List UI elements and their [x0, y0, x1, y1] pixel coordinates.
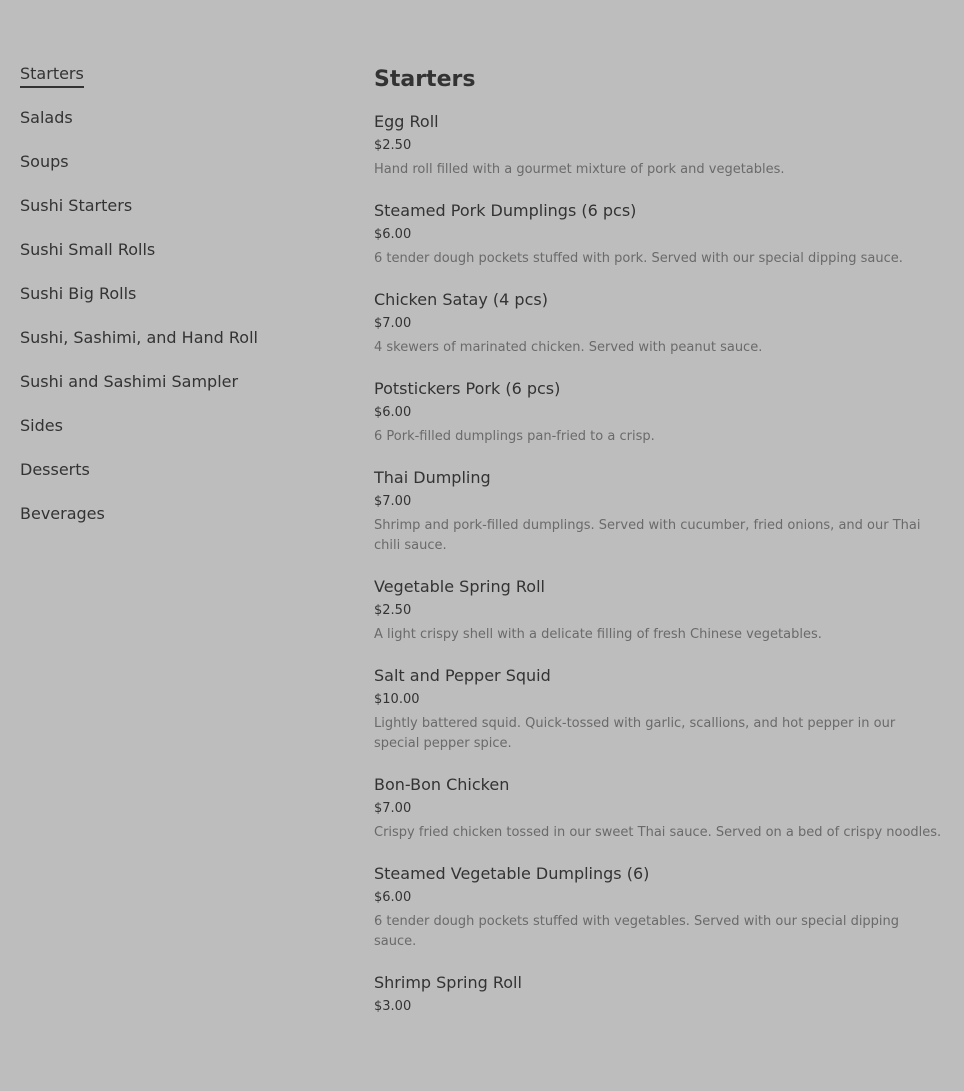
item-price: $6.00: [374, 227, 412, 242]
sidebar-item-label: Sushi Starters: [20, 196, 133, 215]
menu-section: [374, 62, 944, 1038]
sidebar-item-label: Sushi and Sashimi Sampler: [20, 372, 239, 391]
sidebar-item-sushi-sashimi-sampler[interactable]: [20, 368, 340, 412]
menu-item[interactable]: [374, 377, 944, 447]
sidebar-item-label: Sides: [20, 416, 63, 435]
menu-item[interactable]: [374, 199, 944, 269]
sidebar-item-label: Starters: [20, 62, 84, 88]
sidebar-item-sushi-big-rolls[interactable]: [20, 280, 340, 324]
sidebar-item-sushi-sashimi-hand-roll[interactable]: [20, 324, 340, 368]
sidebar-item-desserts[interactable]: [20, 456, 340, 500]
sidebar-item-label: Sushi, Sashimi, and Hand Roll: [20, 328, 258, 347]
sidebar-item-sides[interactable]: [20, 412, 340, 456]
item-description: Shrimp and pork-filled dumplings. Served with cucumber, fried onions, and our Thai chili sauce.: [374, 518, 921, 553]
item-name: Thai Dumpling: [374, 468, 491, 487]
sidebar-item-label: Beverages: [20, 504, 105, 523]
item-price: $7.00: [374, 494, 412, 509]
item-name: Egg Roll: [374, 112, 439, 131]
category-sidebar: [20, 60, 340, 544]
sidebar-item-beverages[interactable]: [20, 500, 340, 544]
item-description: A light crispy shell with a delicate filling of fresh Chinese vegetables.: [374, 627, 822, 642]
sidebar-item-sushi-starters[interactable]: [20, 192, 340, 236]
item-price: $2.50: [374, 603, 412, 618]
sidebar-item-label: Sushi Small Rolls: [20, 240, 156, 259]
menu-item[interactable]: [374, 862, 944, 952]
sidebar-item-label: Soups: [20, 152, 69, 171]
sidebar-item-label: Sushi Big Rolls: [20, 284, 137, 303]
item-description: Lightly battered squid. Quick-tossed with garlic, scallions, and hot pepper in our special pepper spice.: [374, 716, 896, 751]
menu-item[interactable]: [374, 288, 944, 358]
sidebar-item-soups[interactable]: [20, 148, 340, 192]
item-name: Salt and Pepper Squid: [374, 666, 551, 685]
item-description: 4 skewers of marinated chicken. Served with peanut sauce.: [374, 340, 763, 355]
item-description: 6 Pork-filled dumplings pan-fried to a crisp.: [374, 429, 655, 444]
item-name: Chicken Satay (4 pcs): [374, 290, 548, 309]
sidebar-item-sushi-small-rolls[interactable]: [20, 236, 340, 280]
item-price: $7.00: [374, 316, 412, 331]
item-name: Potstickers Pork (6 pcs): [374, 379, 561, 398]
item-name: Steamed Pork Dumplings (6 pcs): [374, 201, 637, 220]
sidebar-item-label: Salads: [20, 108, 73, 127]
item-description: Crispy fried chicken tossed in our sweet Thai sauce. Served on a bed of crispy noodles.: [374, 825, 942, 840]
menu-item[interactable]: [374, 575, 944, 645]
section-title: Starters: [374, 67, 476, 92]
menu-item[interactable]: [374, 466, 944, 556]
item-name: Steamed Vegetable Dumplings (6): [374, 864, 650, 883]
item-name: Shrimp Spring Roll: [374, 973, 522, 992]
item-price: $10.00: [374, 692, 420, 707]
sidebar-item-label: Desserts: [20, 460, 90, 479]
item-price: $2.50: [374, 138, 412, 153]
item-name: Bon-Bon Chicken: [374, 775, 510, 794]
menu-item[interactable]: [374, 664, 944, 754]
item-price: $3.00: [374, 999, 412, 1014]
item-price: $6.00: [374, 405, 412, 420]
item-description: Hand roll filled with a gourmet mixture of pork and vegetables.: [374, 162, 785, 177]
menu-item[interactable]: [374, 773, 944, 843]
sidebar-item-salads[interactable]: [20, 104, 340, 148]
item-price: $6.00: [374, 890, 412, 905]
item-description: 6 tender dough pockets stuffed with vegetables. Served with our special dipping sauce.: [374, 914, 900, 949]
menu-item[interactable]: [374, 971, 944, 1019]
item-price: $7.00: [374, 801, 412, 816]
menu-item[interactable]: [374, 110, 944, 180]
sidebar-item-starters[interactable]: [20, 60, 340, 104]
item-name: Vegetable Spring Roll: [374, 577, 545, 596]
item-description: 6 tender dough pockets stuffed with pork. Served with our special dipping sauce.: [374, 251, 903, 266]
